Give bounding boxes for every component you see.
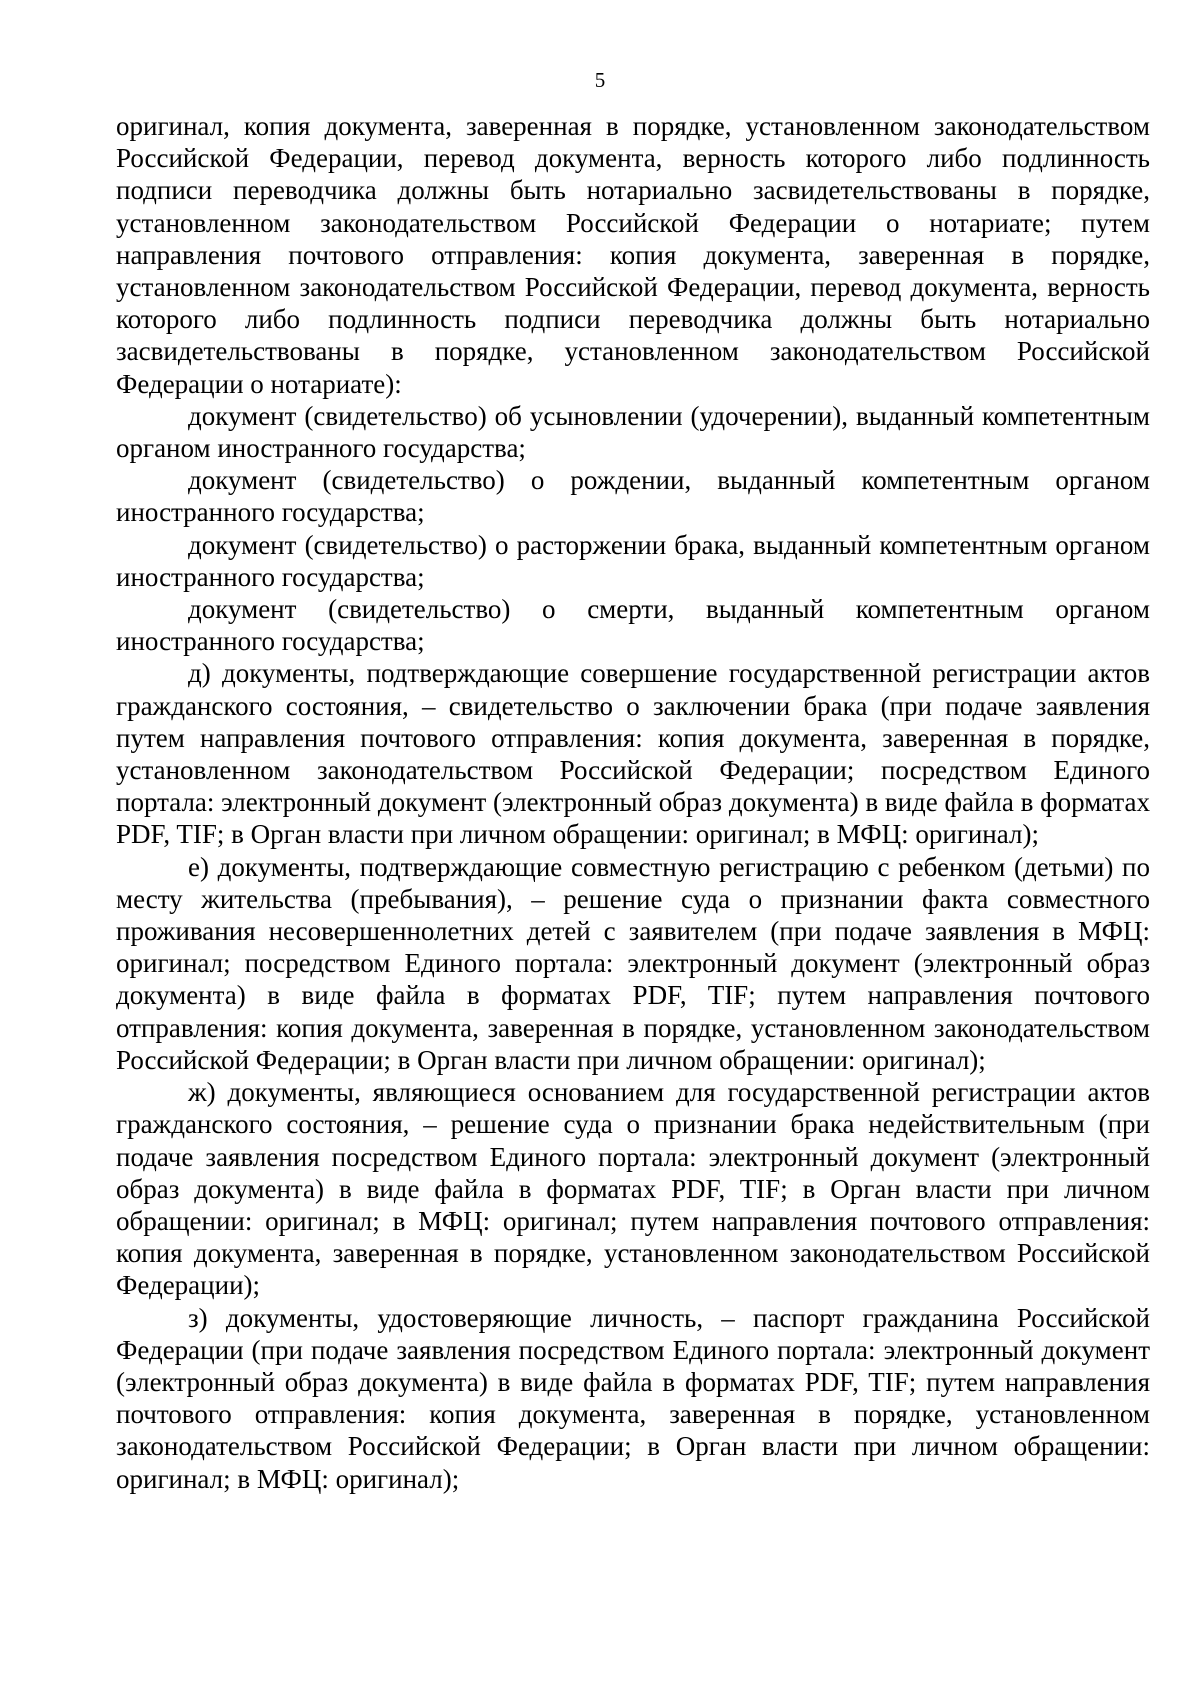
- paragraph-birth-certificate: документ (свидетельство) о рождении, выданный компетентным органом иностранного государства;: [116, 465, 1150, 528]
- page-number: 5: [594, 68, 606, 92]
- paragraph-item-z: з) документы, удостоверяющие личность, – паспорт гражданина Российской Федерации (при подаче заявления посредством Единого портала: электронный документ (электронный образ документа) в виде файла в форматах PDF, TIF; путем направления почтового отправления: копия документа, заверенная в порядке, установленном законодательством Российской Федерации; в Орган власти при личном обращении: оригинал; в МФЦ: оригинал);: [116, 1302, 1150, 1494]
- paragraph-item-e: е) документы, подтверждающие совместную регистрацию с ребенком (детьми) по месту жительства (пребывания), – решение суда о признании факта совместного проживания несовершеннолетних детей с заявителем (при подаче заявления в МФЦ: оригинал; посредством Единого портала: электронный документ (электронный образ документа) в виде файла в форматах PDF, TIF; путем направления почтового отправления: копия документа, заверенная в порядке, установленном законодательством Российской Федерации; в Орган власти при личном обращении: оригинал);: [116, 851, 1150, 1075]
- paragraph-adoption-certificate: документ (свидетельство) об усыновлении (удочерении), выданный компетентным органом иностранного государства;: [116, 400, 1150, 464]
- paragraph-intro: оригинал, копия документа, заверенная в порядке, установленном законодательством Российской Федерации, перевод документа, верность которого либо подлинность подписи переводчика должны быть нотариально засвидетельствованы в порядке, установленном законодательством Российской Федерации о нотариате; путем направления почтового отправления: копия документа, заверенная в порядке, установленном законодательством Российской Федерации, перевод документа, верность которого либо подлинность подписи переводчика должны быть нотариально засвидетельствованы в порядке, установленном законодательством Российской Федерации о нотариате):: [116, 111, 1150, 399]
- document-body: [116, 110, 1150, 1495]
- paragraph-death-certificate: документ (свидетельство) о смерти, выданный компетентным органом иностранного государства;: [116, 594, 1150, 657]
- paragraph-item-zh: ж) документы, являющиеся основанием для государственной регистрации актов гражданского состояния, – решение суда о признании брака недействительным (при подаче заявления посредством Единого портала: электронный документ (электронный образ документа) в виде файла в форматах PDF, TIF; в Орган власти при личном обращении: оригинал; в МФЦ: оригинал; путем направления почтового отправления: копия документа, заверенная в порядке, установленном законодательством Российской Федерации);: [116, 1077, 1150, 1301]
- paragraph-divorce-certificate: документ (свидетельство) о расторжении брака, выданный компетентным органом иностранного государства;: [116, 529, 1150, 592]
- paragraph-item-d: д) документы, подтверждающие совершение государственной регистрации актов гражданского состояния, – свидетельство о заключении брака (при подаче заявления путем направления почтового отправления: копия документа, заверенная в порядке, установленном законодательством Российской Федерации; посредством Единого портала: электронный документ (электронный образ документа) в виде файла в форматах PDF, TIF; в Орган власти при личном обращении: оригинал; в МФЦ: оригинал);: [116, 658, 1151, 850]
